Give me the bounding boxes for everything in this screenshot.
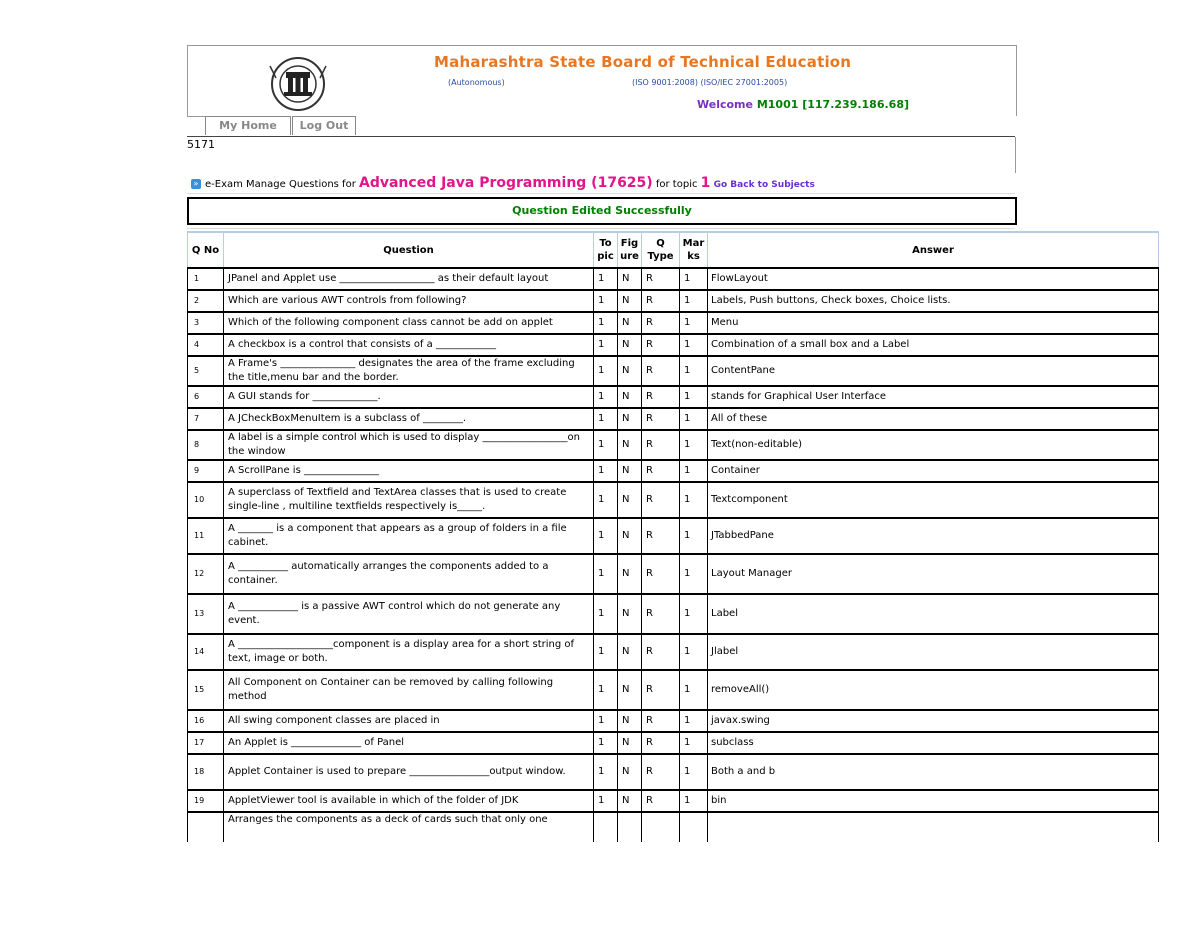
table-row[interactable] [188,334,1159,356]
figure-cell: N [618,710,642,732]
qtype-cell: R [642,790,680,812]
topic-cell: 1 [594,482,618,518]
qno-cell: 13 [188,594,224,634]
col-qtype: Q Type [642,232,680,268]
figure-cell: N [618,408,642,430]
qtype-cell [642,812,680,842]
autonomous-label: (Autonomous) [448,78,505,87]
board-logo [264,56,332,112]
qno-cell: 19 [188,790,224,812]
col-figure: Fig ure [618,232,642,268]
figure-cell [618,812,642,842]
qtype-cell: R [642,312,680,334]
marks-cell: 1 [680,460,708,482]
col-topic: To pic [594,232,618,268]
qtype-cell: R [642,430,680,460]
question-cell: A _______ is a component that appears as a group of folders in a file cabinet. [224,518,594,554]
question-cell: A GUI stands for _____________. [224,386,594,408]
topic-cell: 1 [594,518,618,554]
marks-cell: 1 [680,430,708,460]
col-marks: Mar ks [680,232,708,268]
qtype-cell: R [642,594,680,634]
marks-cell: 1 [680,754,708,790]
figure-cell: N [618,732,642,754]
topic-cell: 1 [594,732,618,754]
answer-cell: Container [708,460,1159,482]
figure-cell: N [618,290,642,312]
answer-cell: Combination of a small box and a Label [708,334,1159,356]
marks-cell [680,812,708,842]
topic-cell: 1 [594,670,618,710]
figure-cell: N [618,268,642,290]
qtype-cell: R [642,518,680,554]
answer-cell: Jlabel [708,634,1159,670]
question-cell: AppletViewer tool is available in which of the folder of JDK [224,790,594,812]
figure-cell: N [618,670,642,710]
table-row[interactable] [188,290,1159,312]
table-row[interactable] [188,812,1159,842]
answer-cell: Menu [708,312,1159,334]
table-row[interactable] [188,408,1159,430]
topic-cell: 1 [594,408,618,430]
answer-cell: JTabbedPane [708,518,1159,554]
qtype-cell: R [642,634,680,670]
marks-cell: 1 [680,710,708,732]
question-cell: Which are various AWT controls from following? [224,290,594,312]
marks-cell: 1 [680,732,708,754]
table-row[interactable] [188,518,1159,554]
topic-cell: 1 [594,290,618,312]
qno-cell: 8 [188,430,224,460]
qno-cell: 3 [188,312,224,334]
answer-cell: Label [708,594,1159,634]
questions-table [187,231,1159,842]
question-cell: A __________ automatically arranges the components added to a container. [224,554,594,594]
qno-cell: 18 [188,754,224,790]
qtype-cell: R [642,386,680,408]
qno-cell: 12 [188,554,224,594]
topic-cell: 1 [594,754,618,790]
qtype-cell: R [642,754,680,790]
col-answer: Answer [708,232,1159,268]
header [187,45,1017,116]
table-row[interactable] [188,670,1159,710]
question-cell: A ____________ is a passive AWT control which do not generate any event. [224,594,594,634]
my-home-link[interactable]: My Home [205,116,291,135]
figure-cell: N [618,356,642,386]
qtype-cell: R [642,408,680,430]
table-row[interactable] [188,356,1159,386]
question-cell: Applet Container is used to prepare ________________output window. [224,754,594,790]
answer-cell: Both a and b [708,754,1159,790]
topic-cell: 1 [594,356,618,386]
figure-cell: N [618,790,642,812]
marks-cell: 1 [680,290,708,312]
topic-number: 1 [700,175,711,191]
table-row[interactable] [188,460,1159,482]
answer-cell: Layout Manager [708,554,1159,594]
manage-heading [191,175,815,191]
figure-cell: N [618,312,642,334]
qtype-cell: R [642,670,680,710]
board-title: Maharashtra State Board of Technical Education [434,53,852,71]
qtype-cell: R [642,460,680,482]
answer-cell: Text(non-editable) [708,430,1159,460]
figure-cell: N [618,594,642,634]
table-row[interactable] [188,754,1159,790]
qno-cell: 4 [188,334,224,356]
question-cell: A Frame's _______________ designates the area of the frame excluding the title,menu bar and the border. [224,356,594,386]
qtype-cell: R [642,334,680,356]
answer-cell: ContentPane [708,356,1159,386]
welcome-label: Welcome [697,98,753,111]
divider [187,116,205,117]
qtype-cell: R [642,356,680,386]
figure-cell: N [618,334,642,356]
manage-prefix: e-Exam Manage Questions for [205,179,356,190]
subject-name: Advanced Java Programming (17625) [359,175,653,191]
answer-cell [708,812,1159,842]
marks-cell: 1 [680,518,708,554]
figure-cell: N [618,482,642,518]
figure-cell: N [618,634,642,670]
question-cell: A ___________________component is a display area for a short string of text, image or both. [224,634,594,670]
topic-cell: 1 [594,334,618,356]
marks-cell: 1 [680,670,708,710]
answer-cell: Labels, Push buttons, Check boxes, Choice lists. [708,290,1159,312]
menu-bar [187,116,1015,137]
table-row[interactable] [188,710,1159,732]
topic-cell: 1 [594,634,618,670]
figure-cell: N [618,386,642,408]
topic-cell: 1 [594,386,618,408]
qno-cell: 5 [188,356,224,386]
user-id: M1001 [117.239.186.68] [756,98,910,111]
topic-cell: 1 [594,594,618,634]
table-row[interactable] [188,732,1159,754]
qno-cell: 10 [188,482,224,518]
marks-cell: 1 [680,594,708,634]
table-row[interactable] [188,312,1159,334]
answer-cell: javax.swing [708,710,1159,732]
divider [187,193,1015,194]
topic-cell: 1 [594,790,618,812]
qno-cell: 1 [188,268,224,290]
table-row[interactable] [188,386,1159,408]
topic-cell: 1 [594,460,618,482]
qtype-cell: R [642,290,680,312]
topic-cell: 1 [594,312,618,334]
page-code-box [187,137,1016,173]
qno-cell [188,812,224,842]
qtype-cell: R [642,710,680,732]
question-cell: JPanel and Applet use ___________________ as their default layout [224,268,594,290]
marks-cell: 1 [680,634,708,670]
marks-cell: 1 [680,482,708,518]
topic-cell: 1 [594,268,618,290]
iso-label: (ISO 9001:2008) (ISO/IEC 27001:2005) [632,78,788,87]
qno-cell: 14 [188,634,224,670]
marks-cell: 1 [680,312,708,334]
topic-cell [594,812,618,842]
question-cell: A label is a simple control which is used to display _________________on the window [224,430,594,460]
qno-cell: 9 [188,460,224,482]
qno-cell: 6 [188,386,224,408]
question-cell: A ScrollPane is _______________ [224,460,594,482]
topic-cell: 1 [594,710,618,732]
answer-cell: FlowLayout [708,268,1159,290]
figure-cell: N [618,554,642,594]
marks-cell: 1 [680,554,708,594]
qtype-cell: R [642,268,680,290]
qno-cell: 2 [188,290,224,312]
answer-cell: bin [708,790,1159,812]
col-qno: Q No [188,232,224,268]
table-header-row [188,232,1159,268]
qno-cell: 15 [188,670,224,710]
question-cell: All Component on Container can be removed by calling following method [224,670,594,710]
question-cell: Arranges the components as a deck of cards such that only one [224,812,594,842]
qno-cell: 11 [188,518,224,554]
question-cell: Which of the following component class cannot be add on applet [224,312,594,334]
table-row[interactable] [188,430,1159,460]
question-cell: A JCheckBoxMenuItem is a subclass of ________. [224,408,594,430]
figure-cell: N [618,430,642,460]
figure-cell: N [618,518,642,554]
marks-cell: 1 [680,386,708,408]
marks-cell: 1 [680,790,708,812]
for-topic-label: for topic [655,179,698,190]
qno-cell: 16 [188,710,224,732]
qtype-cell: R [642,482,680,518]
qtype-cell: R [642,554,680,594]
welcome-text [697,98,909,111]
figure-cell: N [618,460,642,482]
info-icon: » [191,179,201,189]
table-row[interactable] [188,482,1159,518]
divider [187,228,1015,229]
answer-cell: subclass [708,732,1159,754]
marks-cell: 1 [680,268,708,290]
table-row[interactable] [188,594,1159,634]
back-to-subjects-link[interactable]: Go Back to Subjects [713,180,815,190]
question-cell: A checkbox is a control that consists of a ____________ [224,334,594,356]
answer-cell: Textcomponent [708,482,1159,518]
table-row[interactable] [188,268,1159,290]
answer-cell: removeAll() [708,670,1159,710]
question-cell: All swing component classes are placed in [224,710,594,732]
answer-cell: stands for Graphical User Interface [708,386,1159,408]
question-cell: An Applet is ______________ of Panel [224,732,594,754]
table-row[interactable] [188,634,1159,670]
marks-cell: 1 [680,356,708,386]
topic-cell: 1 [594,554,618,594]
qno-cell: 7 [188,408,224,430]
page-code: 5171 [187,138,215,151]
page [187,45,1187,825]
question-cell: A superclass of Textfield and TextArea classes that is used to create single-line , multiline textfields respectively is_____. [224,482,594,518]
col-question: Question [224,232,594,268]
topic-cell: 1 [594,430,618,460]
table-body [188,268,1159,842]
table-row[interactable] [188,790,1159,812]
log-out-link[interactable]: Log Out [292,116,356,135]
table-row[interactable] [188,554,1159,594]
answer-cell: All of these [708,408,1159,430]
success-message: Question Edited Successfully [187,197,1017,225]
marks-cell: 1 [680,334,708,356]
qtype-cell: R [642,732,680,754]
marks-cell: 1 [680,408,708,430]
qno-cell: 17 [188,732,224,754]
figure-cell: N [618,754,642,790]
